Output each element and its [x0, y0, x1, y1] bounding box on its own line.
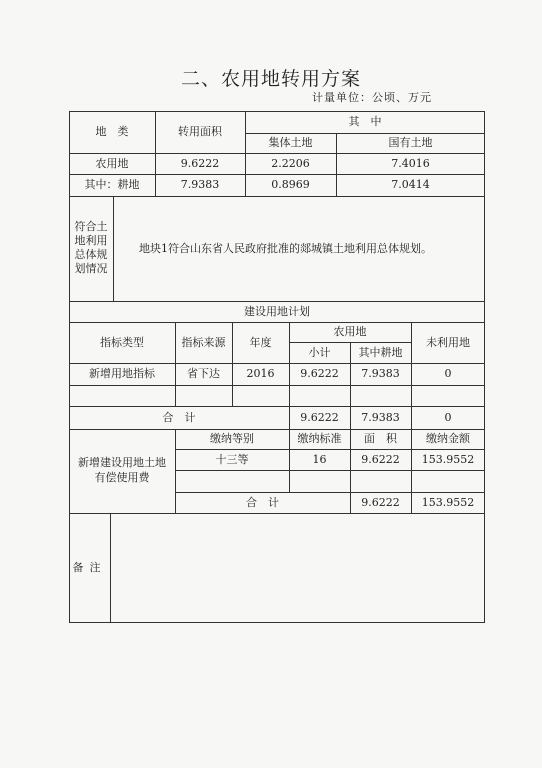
cell-value: 7.9383 — [361, 367, 400, 380]
row-label: 其中：耕地 — [84, 178, 140, 191]
header-indicator-type: 指标类型 — [100, 335, 144, 349]
cell-value: 0 — [444, 367, 452, 380]
remarks-field — [110, 513, 485, 623]
cell-value: 9.6222 — [300, 410, 339, 424]
row-label: 农用地 — [95, 156, 129, 170]
row-label: 新增用地指标 — [89, 367, 155, 380]
cell-value: 0 — [444, 410, 452, 424]
header-land-type: 地 类 — [95, 125, 129, 138]
header-subtotal: 小计 — [308, 345, 331, 359]
cell-value: 16 — [312, 452, 327, 466]
cell-value: 7.9383 — [361, 410, 400, 424]
header-conversion-area: 转用面积 — [178, 125, 222, 138]
header-area: 面 积 — [364, 432, 397, 445]
header-of-which: 其 中 — [348, 115, 382, 128]
page-title: 二、农用地转用方案 — [180, 68, 361, 90]
header-collective-land: 集体土地 — [268, 136, 313, 149]
section-title-construction-plan: 建设用地计划 — [244, 304, 310, 318]
cell-value: 9.6222 — [300, 367, 339, 380]
header-state-land: 国有土地 — [388, 136, 433, 149]
header-farmland: 农用地 — [333, 325, 367, 338]
remarks-label: 备注 — [72, 561, 107, 574]
compensation-fee-label: 新增建设用地土地有偿使用费 — [78, 456, 166, 484]
header-payment-amount: 缴纳金额 — [426, 432, 470, 445]
header-payment-standard: 缴纳标准 — [297, 432, 342, 445]
header-indicator-source: 指标来源 — [181, 335, 226, 349]
header-year: 年度 — [249, 335, 272, 349]
planning-compliance-text: 地块1符合山东省人民政府批准的郯城镇土地利用总体规划。 — [139, 241, 432, 255]
header-unused-land: 未利用地 — [426, 335, 470, 349]
cell-value: 153.9552 — [421, 452, 475, 466]
cell-value: 9.6222 — [180, 156, 220, 170]
unit-note: 计量单位：公顷、万元 — [312, 91, 432, 104]
total-label: 合 计 — [162, 410, 196, 424]
cell-value: 7.4016 — [391, 156, 430, 170]
cell-value: 0.8969 — [271, 178, 310, 191]
planning-compliance-label: 符合土地利用总体规划情况 — [74, 220, 108, 275]
cell-value: 2.2206 — [271, 156, 310, 170]
cell-value: 9.6222 — [361, 495, 400, 509]
cell-value: 7.9383 — [180, 178, 220, 191]
header-payment-grade: 缴纳等别 — [210, 432, 254, 445]
cell-value: 153.9552 — [421, 495, 475, 509]
cell-value: 7.0414 — [391, 178, 430, 191]
cell-value: 十三等 — [215, 452, 249, 466]
cell-value: 2016 — [246, 367, 275, 380]
header-arable: 其中耕地 — [358, 345, 403, 359]
cell-value: 省下达 — [187, 367, 220, 380]
total-label: 合 计 — [246, 495, 279, 509]
cell-value: 9.6222 — [361, 452, 400, 466]
